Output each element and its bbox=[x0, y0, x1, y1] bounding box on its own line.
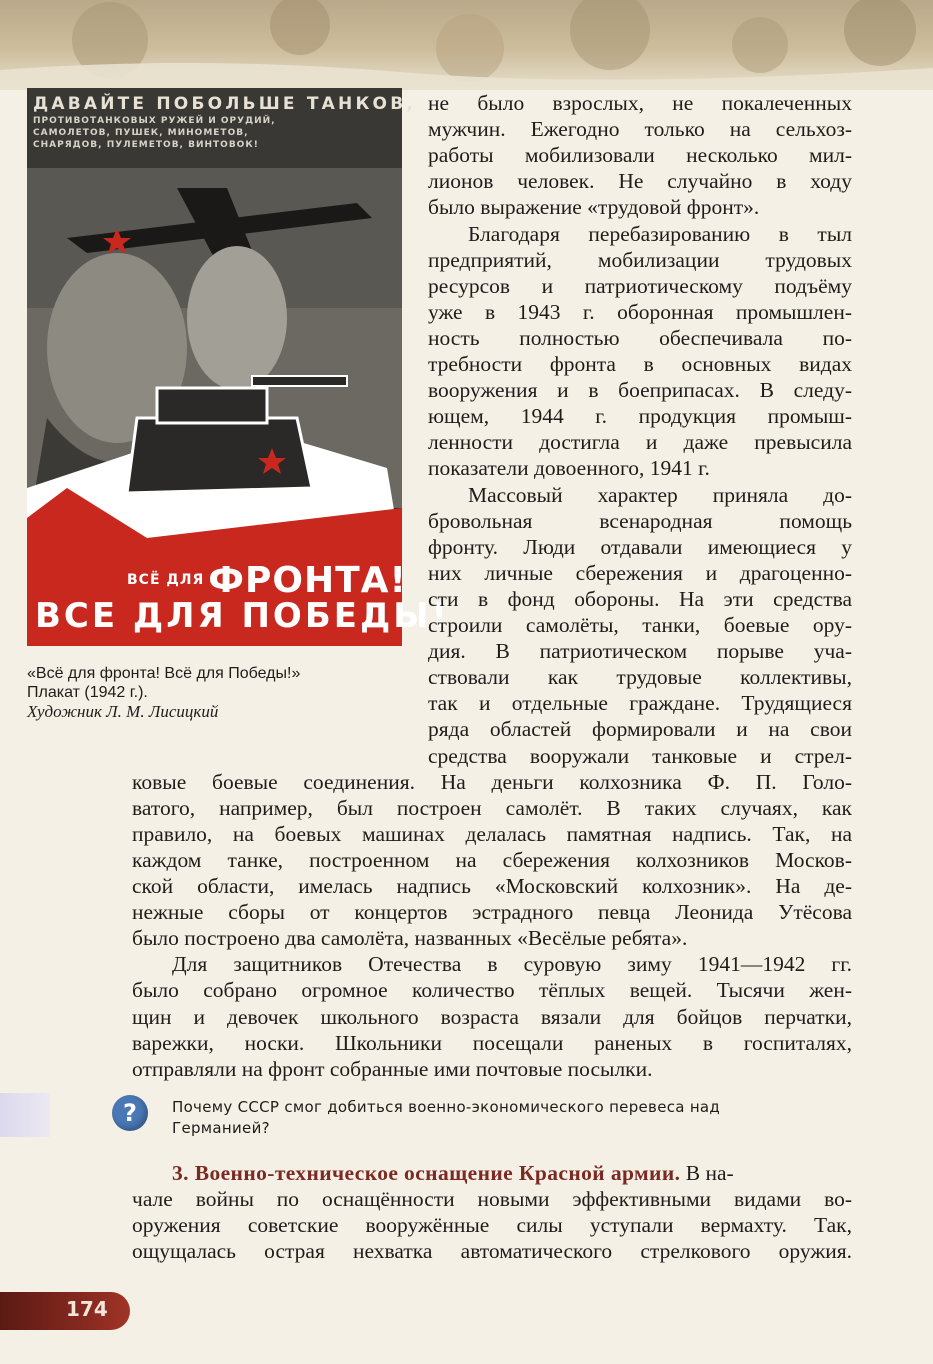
text-line: варежки, носки. Школьники посещали раненых в госпиталях, bbox=[132, 1030, 852, 1055]
text-line: ствовали как трудовые коллективы, bbox=[428, 665, 852, 690]
poster-headline: ДАВАЙТЕ ПОБОЛЬШЕ ТАНКОВ, bbox=[33, 94, 417, 114]
text-line: Массовый характер приняла до- bbox=[468, 482, 852, 507]
text-line: показатели довоенного, 1941 г. bbox=[428, 456, 710, 481]
decorative-banner bbox=[0, 0, 933, 90]
page-number: 174 bbox=[66, 1297, 108, 1321]
text-line: ковые боевые соединения. На деньги колхозника Ф. П. Голо- bbox=[132, 769, 852, 794]
section-text-line: чале войны по оснащённости новыми эффективными видами во- bbox=[132, 1187, 852, 1211]
text-line: правило, на боевых машинах делалась памятная надпись. Так, на bbox=[132, 821, 852, 846]
caption-title: «Всё для фронта! Всё для Победы!» bbox=[27, 665, 301, 682]
text-line: ленности достигла и даже превысила bbox=[428, 430, 852, 455]
text-line: щин и девочек школьного возраста вязали для бойцов перчатки, bbox=[132, 1004, 852, 1029]
section-heading: 3. Военно-техническое оснащение Красной армии. bbox=[172, 1161, 681, 1185]
text-line: было выражение «трудовой фронт». bbox=[428, 195, 760, 220]
poster-image bbox=[27, 88, 450, 646]
text-line: ской области, имелась надпись «Московский колхозник». На де- bbox=[132, 874, 852, 898]
text-line: ватого, например, был построен самолёт. В таких случаях, как bbox=[132, 795, 852, 820]
text-line: мужчин. Ежегодно только на сельхоз- bbox=[428, 117, 852, 142]
question-text-line: Германией? bbox=[172, 1119, 270, 1137]
poster-slogan-bottom: ВСЕ ДЛЯ ПОБЕДЫ! bbox=[35, 596, 450, 636]
text-line: вооружения и в боеприпасах. В следу- bbox=[428, 378, 852, 403]
poster-subline: СНАРЯДОВ, ПУЛЕМЕТОВ, ВИНТОВОК! bbox=[33, 140, 259, 150]
text-line: отправляли на фронт собранные ими почтовые посылки. bbox=[132, 1056, 653, 1081]
text-line: требности фронта в основных видах bbox=[428, 352, 852, 376]
caption-author: Художник Л. М. Лисицкий bbox=[27, 702, 219, 721]
poster-slogan-top bbox=[127, 560, 407, 601]
text-line: не было взрослых, не покалеченных bbox=[428, 91, 852, 115]
section-lead: В на- bbox=[680, 1161, 734, 1185]
text-line: так и отдельные граждане. Трудящиеся bbox=[428, 691, 852, 716]
poster-subline: САМОЛЕТОВ, ПУШЕК, МИНОМЕТОВ, bbox=[33, 128, 249, 138]
text-line: нежные сборы от концертов эстрадного певца Леонида Утёсова bbox=[132, 900, 852, 925]
caption-type: Плакат (1942 г.). bbox=[27, 684, 148, 701]
text-line: них личные сбережения и драгоценно- bbox=[428, 560, 852, 585]
text-line: строили самолёты, танки, боевые ору- bbox=[428, 613, 852, 637]
text-line: ющем, 1944 г. продукция промыш- bbox=[428, 404, 852, 429]
text-line: Для защитников Отечества в суровую зиму 1941—1942 гг. bbox=[172, 952, 852, 977]
text-line: ряда областей формировали и на свои bbox=[428, 717, 852, 742]
text-line: ресурсов и патриотическому подъёму bbox=[428, 273, 852, 298]
poster-slogan-big: ФРОНТА! bbox=[208, 560, 407, 601]
text-line: сти в фонд обороны. На эти средства bbox=[428, 586, 852, 611]
text-line: уже в 1943 г. оборонная промышлен- bbox=[428, 299, 852, 324]
text-line: ность полностью обеспечивала по- bbox=[428, 325, 852, 350]
text-line: было построено два самолёта, названных «Весёлые ребята». bbox=[132, 926, 688, 951]
question-margin-tab bbox=[0, 1093, 50, 1137]
poster-slogan-small: ВСЁ ДЛЯ bbox=[127, 572, 205, 588]
question-icon: ? bbox=[112, 1095, 148, 1131]
text-line: средства вооружали танковые и стрел- bbox=[428, 743, 852, 768]
text-line: предприятий, мобилизации трудовых bbox=[428, 247, 852, 272]
text-line: было собрано огромное количество тёплых вещей. Тысячи жен- bbox=[132, 978, 852, 1003]
page-number-tab bbox=[0, 1292, 130, 1330]
section-heading-line bbox=[172, 1160, 734, 1186]
banner-ornament bbox=[0, 0, 933, 90]
question-text-line: Почему СССР смог добиться военно-экономического перевеса над bbox=[172, 1098, 721, 1116]
text-line: бровольная всенародная помощь bbox=[428, 508, 852, 533]
poster-subline: ПРОТИВОТАНКОВЫХ РУЖЕЙ И ОРУДИЙ, bbox=[33, 116, 276, 126]
text-line: дия. В патриотическом порыве уча- bbox=[428, 639, 852, 664]
section-text-line: ощущалась острая нехватка автоматического стрелкового оружия. bbox=[132, 1239, 852, 1264]
section-text-line: оружения советские вооружённые силы уступали вермахту. Так, bbox=[132, 1213, 852, 1238]
text-line: лионов человек. Не случайно в ходу bbox=[428, 169, 852, 194]
text-line: каждом танке, построенном на сбережения колхозников Москов- bbox=[132, 847, 852, 872]
text-line: Благодаря перебазированию в тыл bbox=[468, 221, 852, 246]
poster-caption bbox=[27, 664, 407, 721]
text-line: фронту. Люди отдавали имеющиеся у bbox=[428, 534, 852, 559]
text-line: работы мобилизовали несколько мил- bbox=[428, 143, 852, 168]
